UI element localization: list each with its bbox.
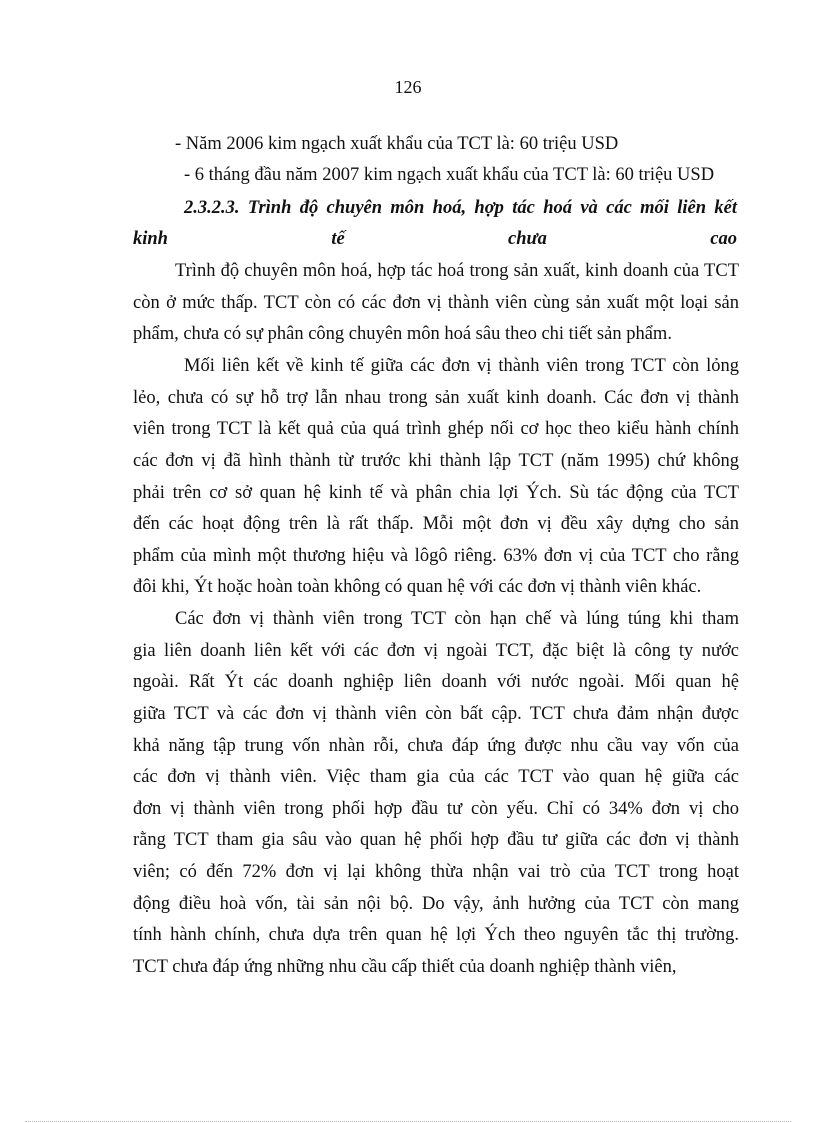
paragraph-line: gia liên doanh liên kết với các đơn vị ngoài TCT, đặc biệt là công ty nước <box>133 641 739 661</box>
paragraph-line: phẩm, chưa có sự phân công chuyên môn hoá sâu theo chi tiết sản phẩm. <box>133 324 672 344</box>
heading-word: chưa <box>508 229 547 249</box>
paragraph-line: động điều hoà vốn, tài sản nội bộ. Do vậy, ảnh hưởng của TCT còn mang <box>133 894 739 914</box>
paragraph-line: tính hành chính, chưa dựa trên quan hệ lợi Ých theo nguyên tắc thị trường. <box>133 925 739 945</box>
paragraph-line: phẩm của mình một thương hiệu và lôgô riêng. 63% đơn vị của TCT cho rằng <box>133 546 739 566</box>
paragraph-line: đơn vị thành viên trong phối hợp đầu tư còn yếu. Chỉ có 34% đơn vị cho <box>133 799 739 819</box>
bullet-line: - Năm 2006 kim ngạch xuất khẩu của TCT là: 60 triệu USD <box>175 134 619 154</box>
paragraph-line: viên; có đến 72% đơn vị lại không thừa nhận vai trò của TCT trong hoạt <box>133 862 739 882</box>
paragraph-line: các đơn vị đã hình thành từ trước khi thành lập TCT (năm 1995) chứ không <box>133 451 739 471</box>
paragraph-line: giữa TCT và các đơn vị thành viên còn bất cập. TCT chưa đảm nhận được <box>133 704 739 724</box>
bullet-line: - 6 tháng đầu năm 2007 kim ngạch xuất khẩu của TCT là: 60 triệu USD <box>184 165 715 185</box>
page-number: 126 <box>394 77 422 97</box>
heading-word: tế <box>331 229 345 249</box>
paragraph-line: rằng TCT tham gia sâu vào quan hệ phối hợp đầu tư giữa các đơn vị thành <box>133 830 739 850</box>
page-bottom-divider <box>25 1121 791 1122</box>
paragraph-line: lẻo, chưa có sự hỗ trợ lẫn nhau trong sản xuất kinh doanh. Các đơn vị thành <box>133 388 739 408</box>
heading-word: cao <box>710 229 737 249</box>
paragraph-line: Các đơn vị thành viên trong TCT còn hạn chế và lúng túng khi tham <box>175 609 739 629</box>
paragraph-line: đến các hoạt động trên là rất thấp. Mỗi một đơn vị đều xây dựng cho sản <box>133 514 739 534</box>
paragraph-line: còn ở mức thấp. TCT còn có các đơn vị thành viên cùng sản xuất một loại sản <box>133 293 739 313</box>
paragraph-line: TCT chưa đáp ứng những nhu cầu cấp thiết của doanh nghiệp thành viên, <box>133 957 677 977</box>
paragraph-line: khả năng tập trung vốn nhàn rỗi, chưa đáp ứng được nhu cầu vay vốn của <box>133 736 739 756</box>
heading-word: kinh <box>133 229 168 249</box>
paragraph-line: các đơn vị thành viên. Việc tham gia của các TCT vào quan hệ giữa các <box>133 767 739 787</box>
paragraph-line: viên trong TCT là kết quả của quá trình ghép nối cơ học theo kiểu hành chính <box>133 419 739 439</box>
paragraph-line: đôi khi, Ýt hoặc hoàn toàn không có quan hệ với các đơn vị thành viên khác. <box>133 577 702 597</box>
section-heading-line-2 <box>133 228 737 250</box>
paragraph-line: Trình độ chuyên môn hoá, hợp tác hoá trong sản xuất, kinh doanh của TCT <box>175 261 739 281</box>
paragraph-line: phải trên cơ sở quan hệ kinh tế và phân chia lợi Ých. Sù tác động của TCT <box>133 483 739 503</box>
paragraph-line: ngoài. Rất Ýt các doanh nghiệp liên doanh với nước ngoài. Mối quan hệ <box>133 672 739 692</box>
paragraph-line: Mối liên kết về kinh tế giữa các đơn vị thành viên trong TCT còn lỏng <box>184 356 739 376</box>
section-heading-line-1: 2.3.2.3. Trình độ chuyên môn hoá, hợp tác hoá và các mối liên kết <box>184 198 737 218</box>
